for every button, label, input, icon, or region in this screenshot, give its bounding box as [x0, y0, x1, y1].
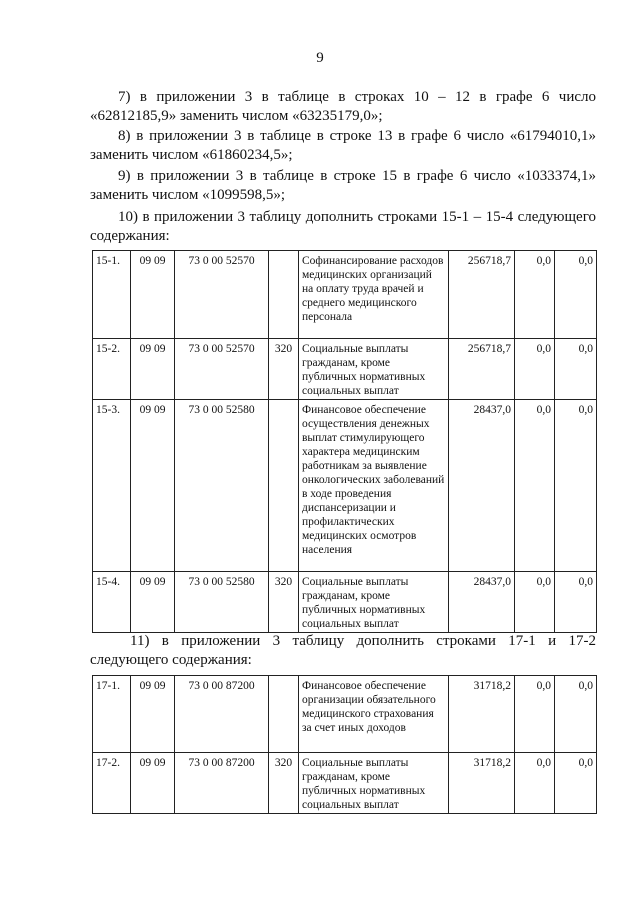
paragraph-11: 11) в приложении 3 таблицу дополнить строками 17-1 и 17-2 следующего содержания:	[90, 633, 596, 668]
amount-year-2: 0,0	[515, 339, 555, 400]
section-code: 09 09	[131, 572, 175, 633]
expense-type: 320	[269, 572, 299, 633]
item-name: Социальные выплаты гражданам, кроме публичных нормативных социальных выплат	[299, 339, 449, 400]
row-number: 15-2.	[93, 339, 131, 400]
table-rows-17	[92, 675, 597, 814]
target-code: 73 0 00 52580	[175, 400, 269, 572]
expense-type	[269, 251, 299, 339]
table-row	[93, 676, 597, 753]
page-number: 9	[316, 50, 324, 66]
section-code: 09 09	[131, 753, 175, 814]
paragraph-7: 7) в приложении 3 в таблице в строках 10 – 12 в графе 6 число «62812185,9» заменить числом «63235179,0»;	[90, 89, 596, 124]
table-row	[93, 400, 597, 572]
amount: 31718,2	[449, 676, 515, 753]
target-code: 73 0 00 87200	[175, 676, 269, 753]
amount: 256718,7	[449, 339, 515, 400]
amount: 28437,0	[449, 400, 515, 572]
paragraph-10: 10) в приложении 3 таблицу дополнить строками 15-1 – 15-4 следующего содержания:	[90, 209, 596, 244]
section-code: 09 09	[131, 339, 175, 400]
section-code: 09 09	[131, 251, 175, 339]
expense-type: 320	[269, 753, 299, 814]
target-code: 73 0 00 52580	[175, 572, 269, 633]
target-code: 73 0 00 87200	[175, 753, 269, 814]
amount-year-2: 0,0	[515, 572, 555, 633]
table-rows-15	[92, 250, 597, 633]
row-number: 17-1.	[93, 676, 131, 753]
amount-year-3: 0,0	[555, 339, 597, 400]
row-number: 15-3.	[93, 400, 131, 572]
amount-year-3: 0,0	[555, 572, 597, 633]
amount-year-2: 0,0	[515, 400, 555, 572]
table-row	[93, 572, 597, 633]
expense-type	[269, 676, 299, 753]
table-row	[93, 339, 597, 400]
amount-year-2: 0,0	[515, 676, 555, 753]
target-code: 73 0 00 52570	[175, 251, 269, 339]
section-code: 09 09	[131, 400, 175, 572]
amount: 256718,7	[449, 251, 515, 339]
amount: 31718,2	[449, 753, 515, 814]
paragraph-8: 8) в приложении 3 в таблице в строке 13 в графе 6 число «61794010,1» заменить числом «61860234,5»;	[90, 128, 596, 163]
item-name: Социальные выплаты гражданам, кроме публичных нормативных социальных выплат	[299, 572, 449, 633]
expense-type	[269, 400, 299, 572]
amount-year-3: 0,0	[555, 753, 597, 814]
row-number: 15-1.	[93, 251, 131, 339]
row-number: 15-4.	[93, 572, 131, 633]
amount-year-3: 0,0	[555, 400, 597, 572]
item-name: Финансовое обеспечение организации обязательного медицинского страхования за счет иных доходов	[299, 676, 449, 753]
paragraph-9: 9) в приложении 3 в таблице в строке 15 в графе 6 число «1033374,1» заменить числом «1099598,5»;	[90, 168, 596, 203]
table-row	[93, 251, 597, 339]
amount-year-3: 0,0	[555, 676, 597, 753]
item-name: Софинансирование расходов медицинских организаций на оплату труда врачей и среднего медицинского персонала	[299, 251, 449, 339]
amount: 28437,0	[449, 572, 515, 633]
amount-year-2: 0,0	[515, 251, 555, 339]
amount-year-3: 0,0	[555, 251, 597, 339]
item-name: Социальные выплаты гражданам, кроме публичных нормативных социальных выплат	[299, 753, 449, 814]
expense-type: 320	[269, 339, 299, 400]
row-number: 17-2.	[93, 753, 131, 814]
table-row	[93, 753, 597, 814]
section-code: 09 09	[131, 676, 175, 753]
target-code: 73 0 00 52570	[175, 339, 269, 400]
item-name: Финансовое обеспечение осуществления денежных выплат стимулирующего характера медицинским работникам за выявление онкологических заболеваний в ходе проведения диспансеризации и профилактических медицинских осмотров населения	[299, 400, 449, 572]
amount-year-2: 0,0	[515, 753, 555, 814]
